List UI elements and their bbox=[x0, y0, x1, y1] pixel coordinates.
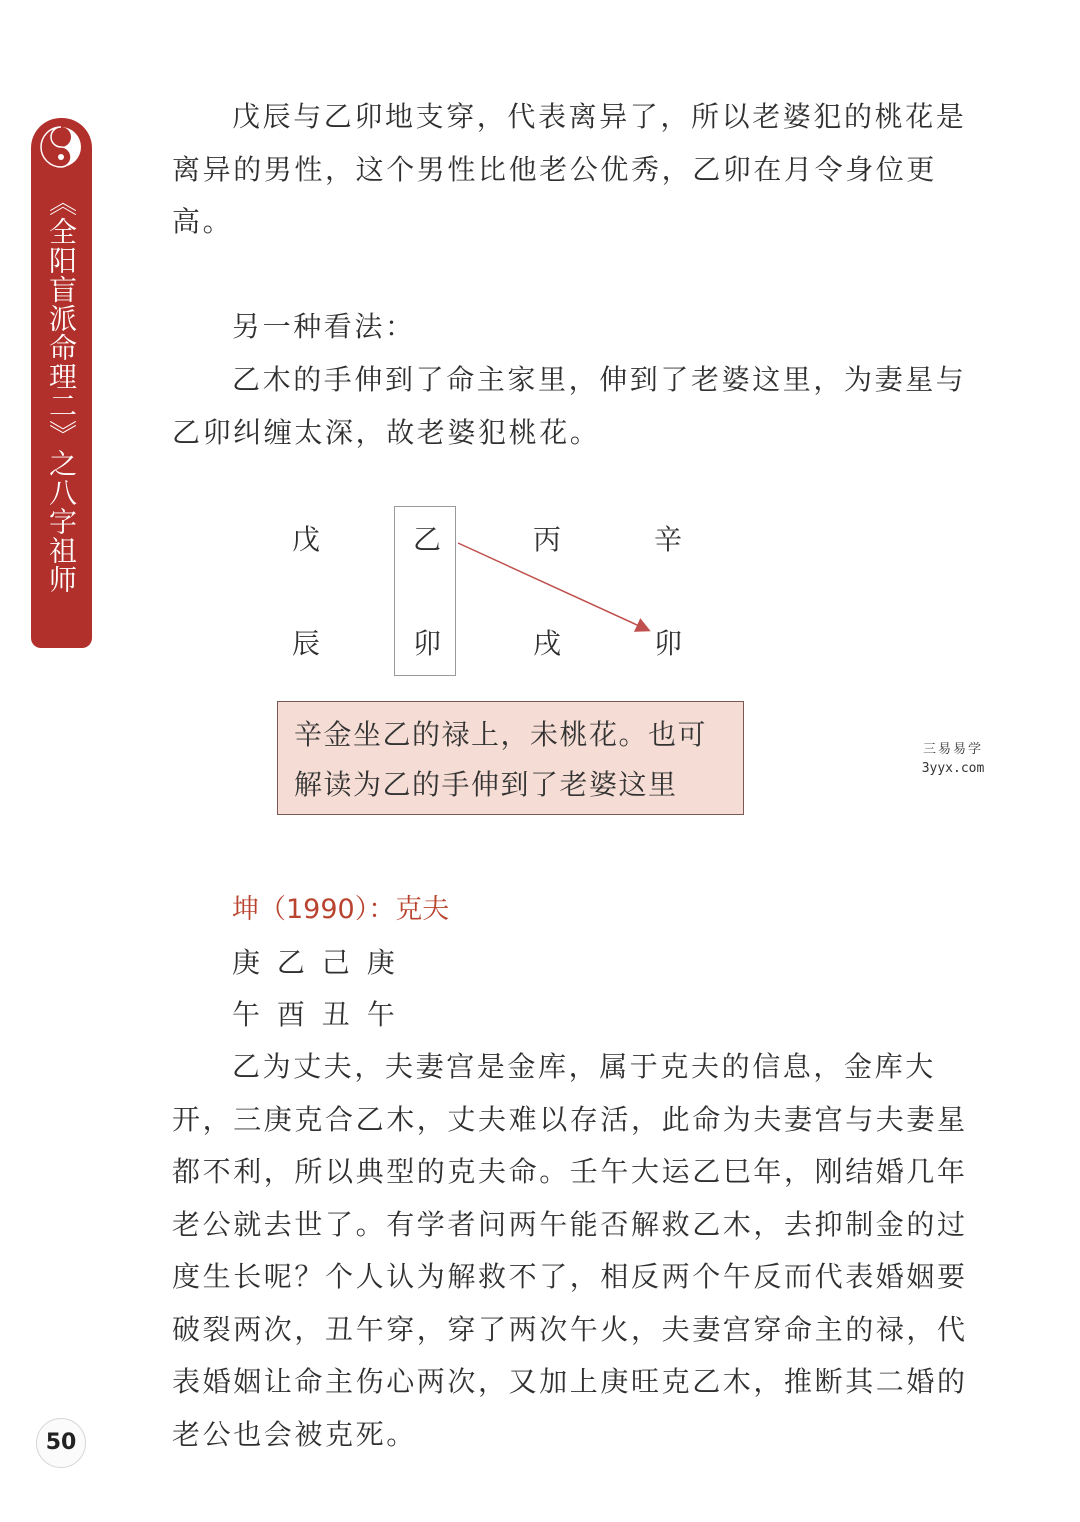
stem-4: 辛 bbox=[653, 523, 682, 556]
watermark-cn: 三易易学 bbox=[922, 742, 983, 757]
branch-2: 卯 bbox=[412, 627, 441, 660]
stem-3: 丙 bbox=[532, 523, 561, 556]
stem-1: 戊 bbox=[291, 523, 320, 556]
paragraph-3: 乙木的手伸到了命主家里，伸到了老婆这里，为妻星与乙卯纠缠太深，故老婆犯桃花。 bbox=[172, 363, 967, 449]
relation-arrow bbox=[0, 0, 1080, 700]
case-stems: 庚 乙 己 庚 bbox=[232, 946, 399, 979]
annotation-box bbox=[277, 701, 744, 815]
case-heading: 坤（1990）：克夫 bbox=[232, 894, 450, 925]
case-body: 乙为丈夫，夫妻宫是金库，属于克夫的信息，金库大开，三庚克合乙木，丈夫难以存活，此命为夫妻宫与夫妻星都不利，所以典型的克夫命。壬午大运乙巳年，刚结婚几年老公就去世了。有学者问两午能否解救乙木，去抑制金的过度生长呢？个人认为解救不了，相反两个午反而代表婚姻要破裂两次，丑午穿，穿了两次午火，夫妻宫穿命主的禄，代表婚姻让命主伤心两次，又加上庚旺克乙木，推断其二婚的老公也会被克死。 bbox=[172, 1050, 968, 1451]
case-branches: 午 酉 丑 午 bbox=[232, 998, 399, 1031]
page-number: 50 bbox=[36, 1418, 86, 1468]
branch-3: 戌 bbox=[532, 627, 561, 660]
watermark bbox=[918, 741, 988, 779]
paragraph-2: 另一种看法： bbox=[232, 310, 416, 343]
paragraph-1: 戊辰与乙卯地支穿，代表离异了，所以老婆犯的桃花是离异的男性，这个男性比他老公优秀，乙卯在月令身位更高。 bbox=[172, 100, 967, 238]
stem-2: 乙 bbox=[412, 523, 441, 556]
branch-4: 卯 bbox=[653, 627, 682, 660]
branch-1: 辰 bbox=[291, 627, 320, 660]
book-title-vertical: 《全阳盲派命理二》之八字祖师 bbox=[45, 188, 78, 594]
annotation-line-1: 辛金坐乙的禄上，未桃花。也可 bbox=[294, 718, 708, 751]
watermark-url: 3yyx.com bbox=[921, 761, 985, 776]
annotation-line-2: 解读为乙的手伸到了老婆这里 bbox=[294, 768, 678, 801]
